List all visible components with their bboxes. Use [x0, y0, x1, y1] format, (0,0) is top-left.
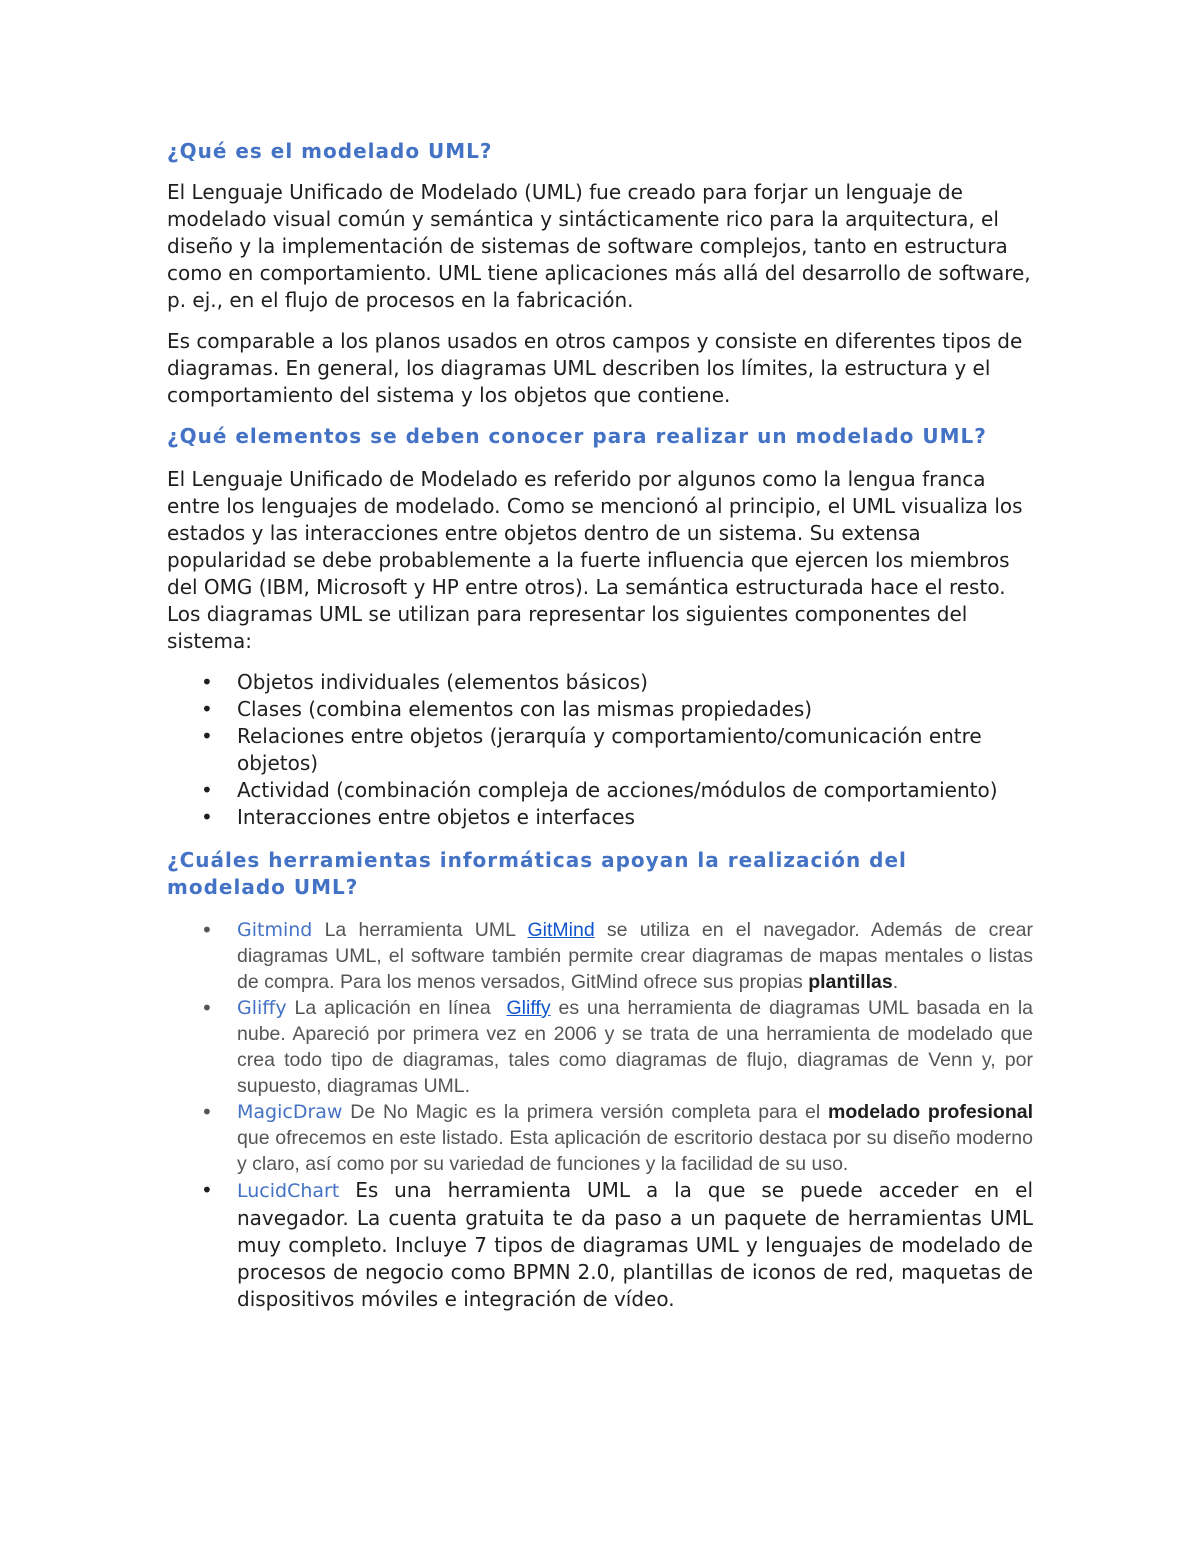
tool-item-lucidchart	[167, 1177, 1033, 1313]
bullet-icon: •	[201, 805, 213, 829]
tool-text: .	[892, 971, 899, 993]
list-item	[167, 723, 1033, 777]
list-item	[167, 777, 1033, 804]
tool-text: Es una herramienta UML a la que se puede acceder en el navegador. La cuenta gratuita te da paso a un paquete de herramientas UML muy completo. Incluye 7 tipos de diagramas UML y lenguajes de modelado de procesos de negocio como BPMN 2.0, plantillas de iconos de red, maquetas de dispositivos móviles e integración de vídeo.	[237, 1178, 1033, 1311]
gliffy-link[interactable]: Gliffy	[506, 997, 551, 1019]
tool-text: que ofrecemos en este listado. Esta aplicación de escritorio destaca por su diseño moderno y claro, así como por su variedad de funciones y la facilidad de su uso.	[237, 1127, 1033, 1175]
bullet-icon: •	[201, 996, 213, 1020]
bullet-icon: •	[201, 778, 213, 802]
document-page	[167, 138, 1033, 1313]
tool-item-gitmind	[167, 917, 1033, 995]
paragraph-uml-comparison: Es comparable a los planos usados en otros campos y consiste en diferentes tipos de diagramas. En general, los diagramas UML describen los límites, la estructura y el comportamiento del sistema y los objetos que contiene.	[167, 329, 1023, 407]
list-item-text: Objetos individuales (elementos básicos)	[237, 670, 648, 694]
tool-text: se utiliza en el navegador. Además de crear diagramas UML, el software también permite crear diagramas de mapas mentales o listas de compra. Para los menos versados, GitMind ofrece sus propias	[237, 919, 1033, 993]
tool-item-gliffy	[167, 995, 1033, 1099]
tool-name-magicdraw[interactable]: MagicDraw	[237, 1101, 343, 1123]
tool-name-gitmind[interactable]: Gitmind	[237, 919, 313, 941]
heading-uml-elements: ¿Qué elementos se deben conocer para realizar un modelado UML?	[167, 424, 987, 448]
bullet-icon: •	[201, 724, 213, 748]
tools-list	[167, 917, 1033, 1313]
heading-what-is-uml: ¿Qué es el modelado UML?	[167, 139, 493, 163]
list-item	[167, 804, 1033, 831]
tool-item-magicdraw	[167, 1099, 1033, 1177]
list-item	[167, 696, 1033, 723]
list-item-text: Interacciones entre objetos e interfaces	[237, 805, 635, 829]
tool-text: La aplicación en línea	[286, 997, 507, 1019]
list-item-text: Relaciones entre objetos (jerarquía y comportamiento/comunicación entre objetos)	[237, 724, 982, 775]
component-list	[167, 669, 1033, 831]
bullet-icon: •	[201, 697, 213, 721]
tool-name-lucidchart[interactable]: LucidChart	[237, 1180, 340, 1202]
gitmind-link[interactable]: GitMind	[527, 919, 595, 941]
professional-modeling-bold: modelado profesional	[828, 1101, 1034, 1123]
bullet-icon: •	[201, 670, 213, 694]
bullet-icon: •	[201, 1100, 213, 1124]
list-item-text: Actividad (combinación compleja de acciones/módulos de comportamiento)	[237, 778, 998, 802]
list-item-text: Clases (combina elementos con las mismas propiedades)	[237, 697, 813, 721]
tool-name-gliffy[interactable]: Gliffy	[237, 997, 287, 1019]
tool-text: De No Magic es la primera versión completa para el	[342, 1101, 829, 1123]
tool-text: es una herramienta de diagramas UML basada en la nube. Apareció por primera vez en 2006 y se trata de una herramienta de modelado que crea todo tipo de diagramas, tales como diagramas de flujo, diagramas de Venn y, por supuesto, diagramas UML.	[237, 997, 1033, 1097]
bullet-icon: •	[201, 1178, 213, 1202]
tool-text: La herramienta UML	[312, 919, 528, 941]
bullet-icon: •	[201, 918, 213, 942]
paragraph-uml-definition: El Lenguaje Unificado de Modelado (UML) fue creado para forjar un lenguaje de modelado visual común y semántica y sintácticamente rico para la arquitectura, el diseño y la implementación de sistemas de software complejos, tanto en estructura como en comportamiento. UML tiene aplicaciones más allá del desarrollo de software, p. ej., en el flujo de procesos en la fabricación.	[167, 180, 1031, 312]
heading-uml-tools: ¿Cuáles herramientas informáticas apoyan la realización del modelado UML?	[167, 848, 907, 899]
paragraph-uml-elements: El Lenguaje Unificado de Modelado es referido por algunos como la lengua franca entre los lenguajes de modelado. Como se mencionó al principio, el UML visualiza los estados y las interacciones entre objetos dentro de un sistema. Su extensa popularidad se debe probablemente a la fuerte influencia que ejercen los miembros del OMG (IBM, Microsoft y HP entre otros). La semántica estructurada hace el resto. Los diagramas UML se utilizan para representar los siguientes componentes del sistema:	[167, 467, 1023, 653]
list-item	[167, 669, 1033, 696]
templates-bold: plantillas	[808, 971, 893, 993]
